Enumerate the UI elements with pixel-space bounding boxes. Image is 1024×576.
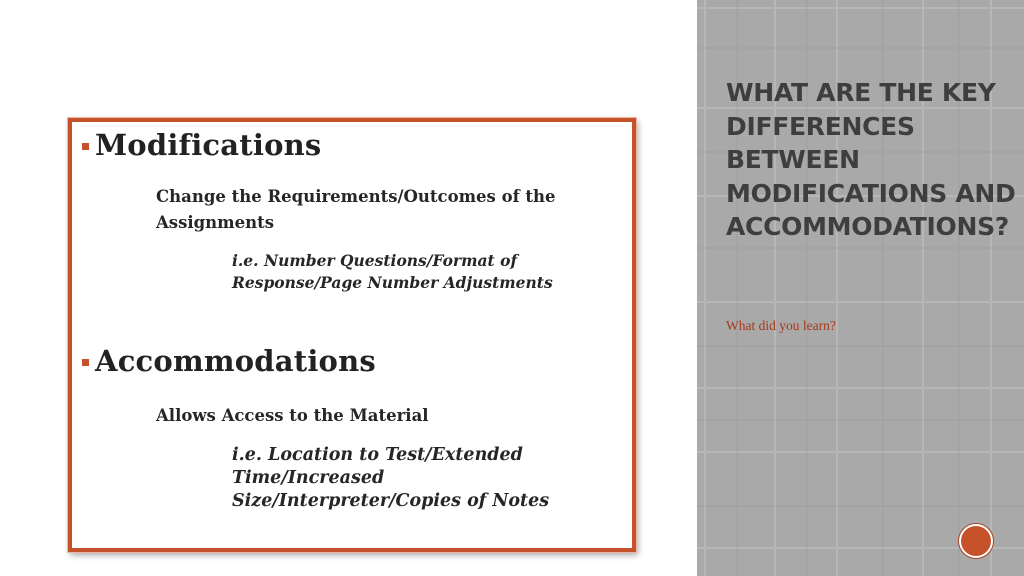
slide-subtitle: What did you learn?	[726, 318, 836, 333]
square-bullet-icon	[82, 359, 89, 366]
modifications-description: Change the Requirements/Outcomes of the Assignments	[156, 187, 556, 232]
accommodations-example: i.e. Location to Test/Extended Time/Increased Size/Interpreter/Copies of Notes	[232, 445, 550, 511]
accommodations-description: Allows Access to the Material	[156, 406, 429, 425]
modifications-example: i.e. Number Questions/Format of Response/Page Number Adjustments	[232, 251, 553, 292]
accommodations-heading: Accommodations	[95, 344, 376, 378]
title-panel	[697, 0, 1024, 576]
slide-title: WHAT ARE THE KEY DIFFERENCES BETWEEN MODIFICATIONS AND ACCOMMODATIONS?	[726, 78, 1016, 242]
modifications-heading: Modifications	[95, 128, 322, 162]
content-box	[68, 118, 636, 552]
bullet-modifications	[82, 128, 321, 162]
bullet-accommodations	[82, 344, 376, 378]
page-number-badge	[959, 524, 993, 558]
square-bullet-icon	[82, 143, 89, 150]
